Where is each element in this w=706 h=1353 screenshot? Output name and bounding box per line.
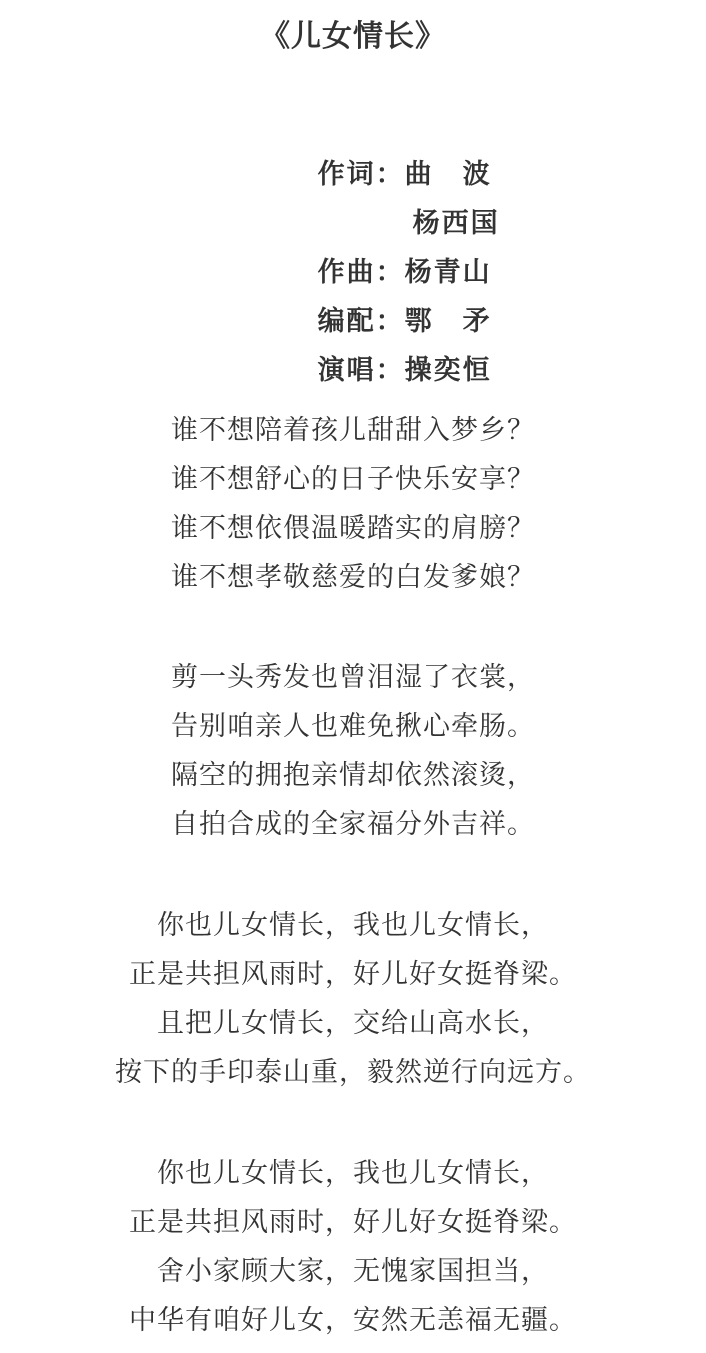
lyric-line: 隔空的拥抱亲情却依然滚烫， — [171, 760, 535, 791]
lyric-line: 中华有咱好儿女，安然无恙福无疆。 — [129, 1305, 577, 1336]
lyric-line: 按下的手印泰山重，毅然逆行向远方。 — [115, 1057, 591, 1088]
lyric-line: 谁不想舒心的日子快乐安享？ — [171, 464, 535, 495]
credit-value: 杨西国 — [412, 208, 500, 239]
lyric-line: 正是共担风雨时，好儿好女挺脊梁。 — [129, 1207, 577, 1238]
credit-value: 鄂 矛 — [404, 306, 492, 337]
lyric-line: 谁不想依偎温暖踏实的肩膀？ — [171, 513, 535, 544]
lyric-line: 你也儿女情长，我也儿女情长， — [157, 910, 549, 941]
lyric-line: 舍小家顾大家，无愧家国担当， — [157, 1256, 549, 1287]
credit-label: 编配： — [317, 306, 405, 337]
credit-label: 演唱： — [317, 355, 405, 386]
lyric-line: 你也儿女情长，我也儿女情长， — [157, 1158, 549, 1189]
lyric-line: 剪一头秀发也曾泪湿了衣裳， — [171, 662, 535, 693]
lyric-line: 谁不想陪着孩儿甜甜入梦乡？ — [171, 415, 535, 446]
credit-value: 杨青山 — [404, 257, 492, 288]
credit-value: 操奕恒 — [404, 355, 492, 386]
lyric-line: 且把儿女情长，交给山高水长， — [157, 1008, 549, 1039]
song-title: 《儿女情长》 — [260, 19, 446, 54]
credit-label: 作词： — [317, 159, 405, 190]
credit-label: 作曲： — [317, 257, 405, 288]
lyric-line: 正是共担风雨时，好儿好女挺脊梁。 — [129, 959, 577, 990]
lyric-line: 谁不想孝敬慈爱的白发爹娘？ — [171, 562, 535, 593]
lyric-line: 告别咱亲人也难免揪心牵肠。 — [171, 711, 535, 742]
credit-value: 曲 波 — [404, 159, 492, 190]
lyric-line: 自拍合成的全家福分外吉祥。 — [171, 809, 535, 840]
